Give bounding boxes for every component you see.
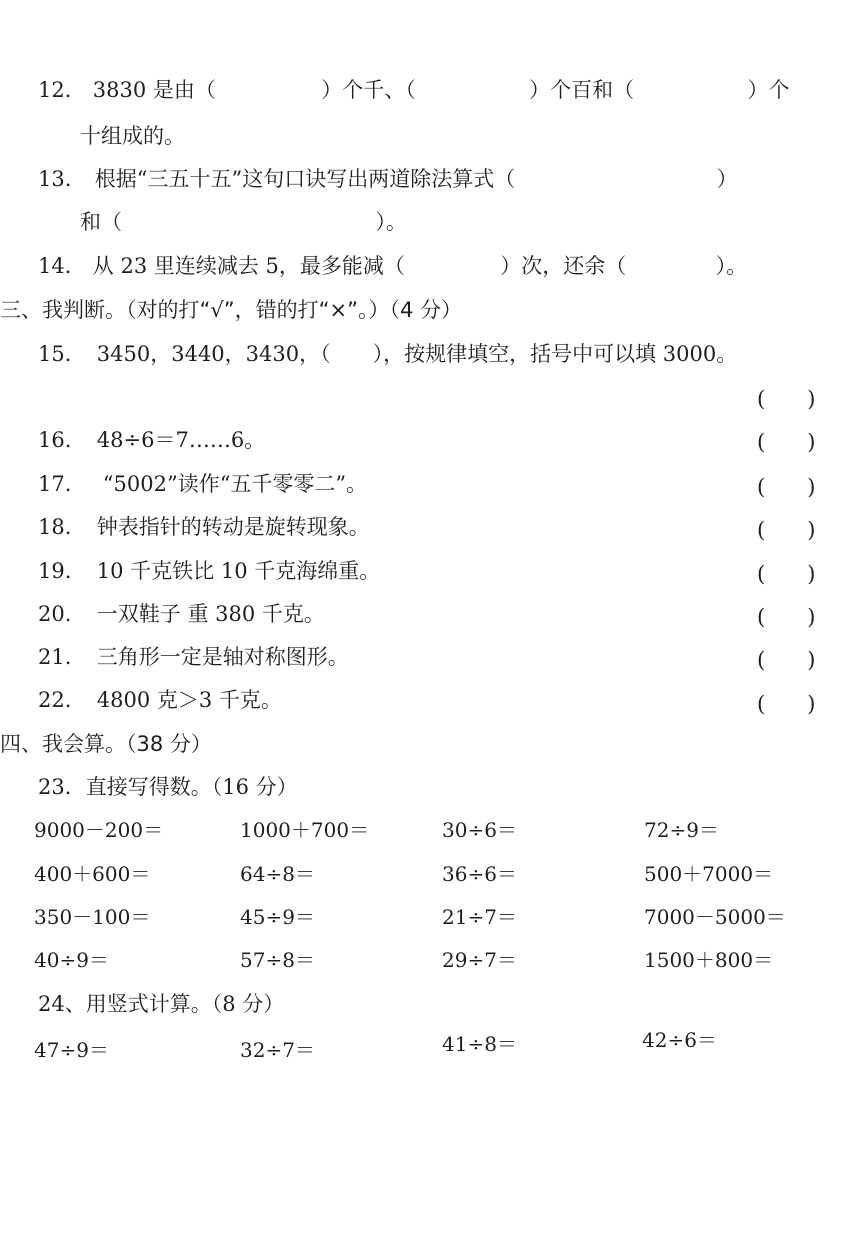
question-text: 10 千克铁比 10 千克海绵重。 — [96, 559, 381, 583]
question-text: 从 23 里连续减去 5，最多能减（ — [92, 254, 405, 278]
calc-item: 400＋600＝ — [34, 862, 151, 886]
calc-item: 21÷7＝ — [442, 905, 517, 929]
question-text: ） — [716, 167, 738, 191]
question-number: 14. — [38, 254, 72, 278]
question-text: ）个千、（ — [321, 78, 416, 102]
question-text: 3830 是由（ — [92, 78, 216, 102]
question-19 — [38, 557, 380, 585]
question-16 — [38, 426, 265, 454]
question-13-continued — [80, 208, 407, 236]
question-text: ）个百和（ — [529, 78, 635, 102]
question-22 — [38, 686, 282, 714]
question-number: 17. — [38, 472, 72, 496]
question-text: 钟表指针的转动是旋转现象。 — [96, 515, 370, 539]
vertical-calc-item: 32÷7＝ — [240, 1038, 315, 1062]
question-23-title: 23．直接写得数。（16 分） — [38, 775, 298, 799]
question-number: 18. — [38, 515, 72, 539]
question-number: 19. — [38, 559, 72, 583]
question-21 — [38, 643, 349, 671]
calc-item: 64÷8＝ — [240, 862, 315, 886]
calc-item: 1500＋800＝ — [644, 948, 774, 972]
question-number: 20. — [38, 602, 72, 626]
question-number: 13. — [38, 167, 72, 191]
calc-item: 9000－200＝ — [34, 818, 164, 842]
question-text: 和（ — [80, 210, 122, 234]
calc-item: 350－100＝ — [34, 905, 151, 929]
answer-paren[interactable]: ( ) — [757, 562, 816, 586]
question-text: ）个 — [747, 78, 790, 102]
calc-item: 72÷9＝ — [644, 818, 719, 842]
question-number: 12. — [38, 78, 72, 102]
calc-item: 29÷7＝ — [442, 948, 517, 972]
question-text: 根据“三五十五”这句口诀写出两道除法算式（ — [94, 167, 516, 191]
question-15 — [38, 340, 737, 368]
question-text: ）。 — [715, 254, 748, 278]
vertical-calc-item: 41÷8＝ — [442, 1032, 517, 1056]
question-text: 一双鞋子 重 380 千克。 — [96, 602, 325, 626]
vertical-calc-item: 42÷6＝ — [642, 1028, 717, 1052]
section-title: 四、我会算。（38 分） — [0, 732, 212, 756]
calc-item: 500＋7000＝ — [644, 862, 774, 886]
question-text: 4800 克＞3 千克。 — [96, 688, 282, 712]
question-20 — [38, 600, 325, 628]
section-title: 三、我判断。（对的打“√”，错的打“×”。）（4 分） — [0, 298, 463, 322]
question-text: 3450，3440，3430，（ ），按规律填空，括号中可以填 3000。 — [96, 342, 738, 366]
vertical-calc-item: 47÷9＝ — [34, 1038, 109, 1062]
question-text: 48÷6＝7……6。 — [96, 428, 266, 452]
answer-paren[interactable]: ( ) — [757, 387, 816, 411]
calc-item: 30÷6＝ — [442, 818, 517, 842]
question-text: ）次，还余（ — [500, 254, 627, 278]
answer-paren[interactable]: ( ) — [757, 692, 816, 716]
answer-paren[interactable]: ( ) — [757, 605, 816, 629]
question-18 — [38, 513, 370, 541]
question-13 — [38, 165, 738, 193]
question-number: 21. — [38, 645, 72, 669]
question-12 — [38, 76, 790, 104]
calc-item: 7000－5000＝ — [644, 905, 786, 929]
question-14 — [38, 252, 747, 280]
answer-paren[interactable]: ( ) — [757, 518, 816, 542]
question-number: 22. — [38, 688, 72, 712]
calc-item: 1000＋700＝ — [240, 818, 370, 842]
answer-paren[interactable]: ( ) — [757, 475, 816, 499]
calc-item: 40÷9＝ — [34, 948, 109, 972]
question-text: 三角形一定是轴对称图形。 — [96, 645, 349, 669]
question-text: ）。 — [375, 210, 407, 234]
question-text: “5002”读作“五千零零二”。 — [102, 472, 368, 496]
question-24-title: 24、用竖式计算。（8 分） — [38, 992, 285, 1016]
answer-paren[interactable]: ( ) — [757, 430, 816, 454]
calc-item: 45÷9＝ — [240, 905, 315, 929]
question-12-continued: 十组成的。 — [80, 124, 185, 148]
question-number: 16. — [38, 428, 72, 452]
question-number: 15. — [38, 342, 72, 366]
answer-paren[interactable]: ( ) — [757, 648, 816, 672]
question-17 — [38, 470, 367, 498]
calc-item: 36÷6＝ — [442, 862, 517, 886]
calc-item: 57÷8＝ — [240, 948, 315, 972]
